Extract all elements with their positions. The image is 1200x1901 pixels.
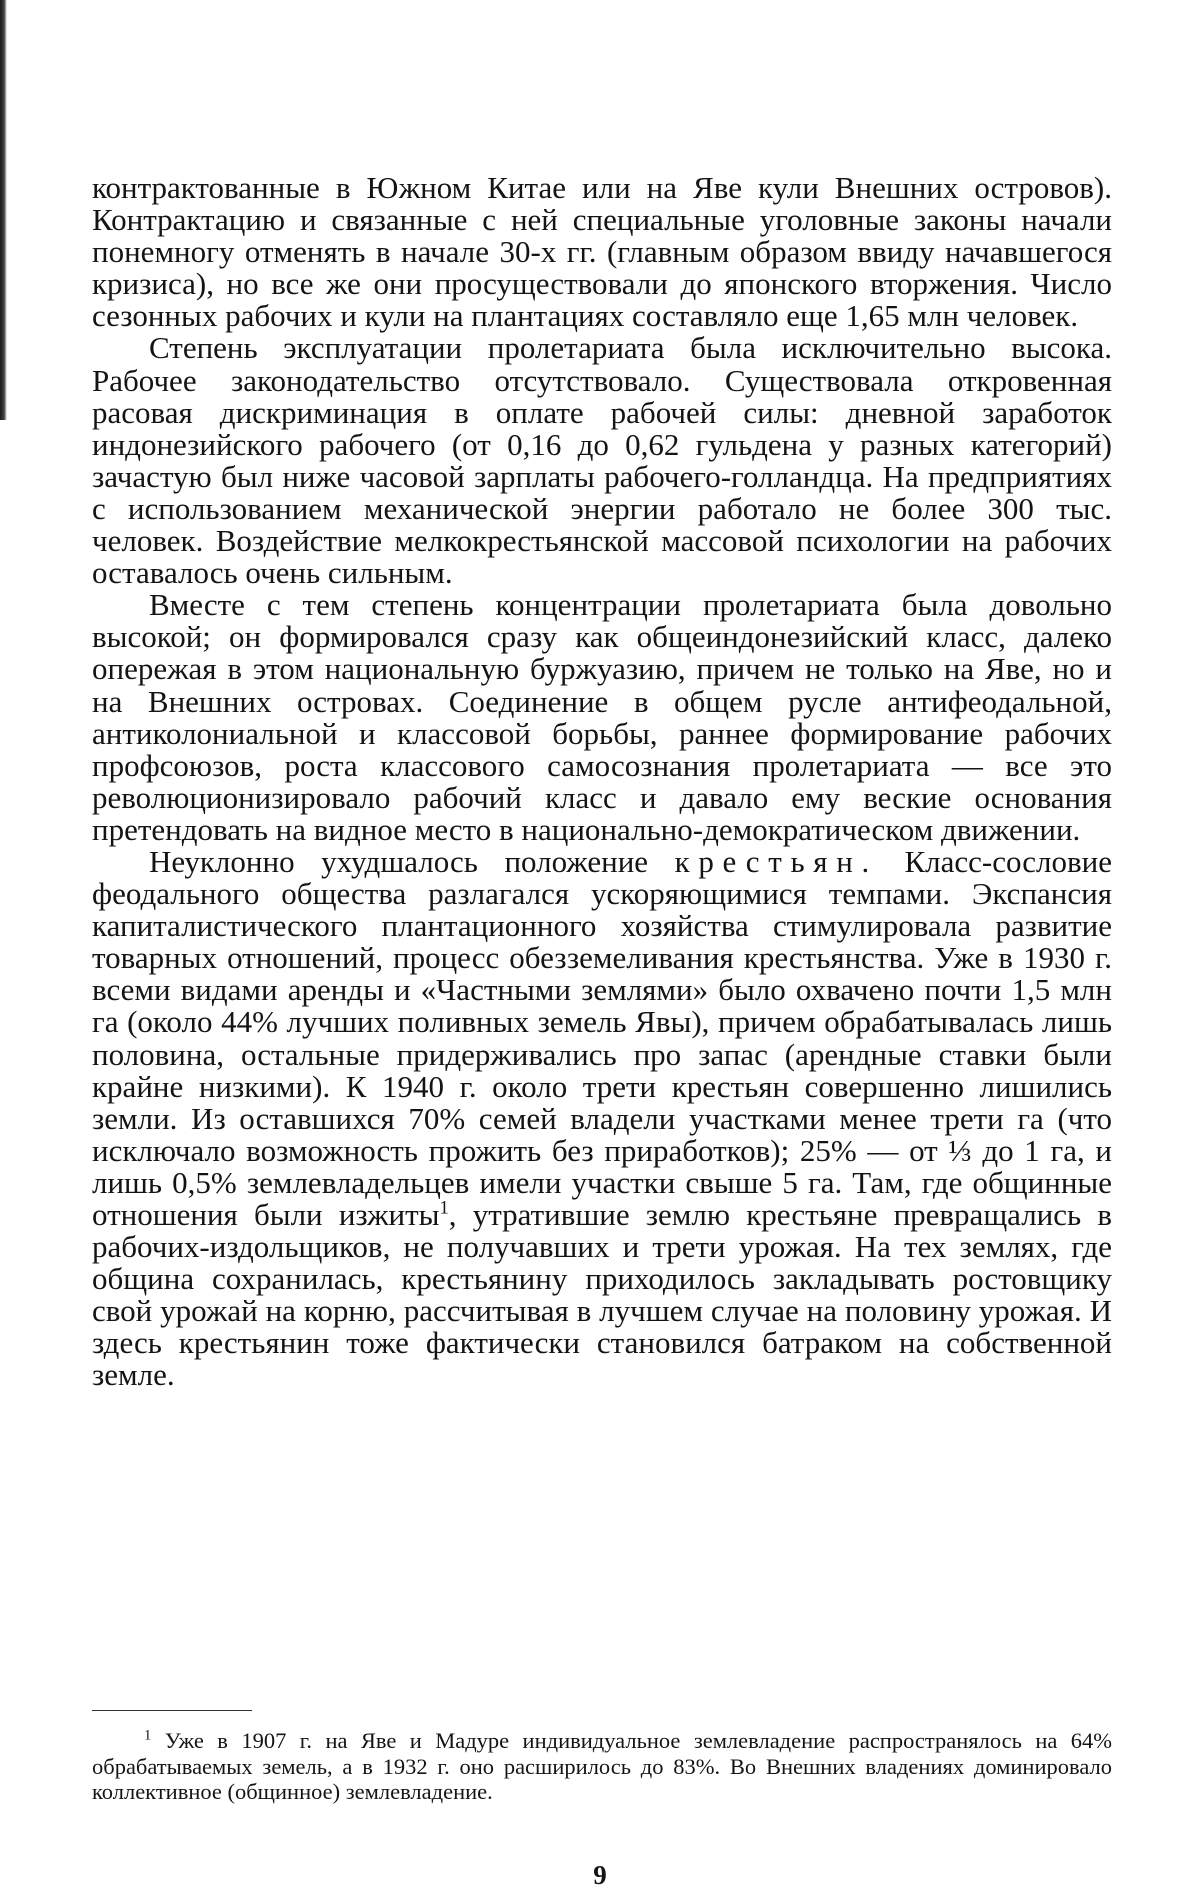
main-text bbox=[92, 172, 1112, 1392]
footnote-divider bbox=[92, 1710, 252, 1711]
footnote-text: Уже в 1907 г. на Яве и Мадуре индивидуальное землевладение распространялось на 64% обрабатываемых земель, а в 1932 г. оно расширилось до 83%. Во Внешних владениях доминировало коллективное (общинное) землевладение. bbox=[92, 1728, 1112, 1804]
footnote-reference: 1 bbox=[439, 1197, 449, 1219]
page-number: 9 bbox=[593, 1860, 607, 1890]
scan-edge-shadow bbox=[0, 0, 7, 420]
emphasized-word: крестьян. bbox=[674, 843, 878, 879]
paragraph-3: Вместе с тем степень концентрации пролетариата была довольно высокой; он формировался сразу как общеиндонезийский класс, далеко опережая в этом национальную буржуазию, причем не только на Яве, но и на Внешних островах. Соединение в общем русле антифеодальной, антиколониальной и классовой борьбы, раннее формирование рабочих профсоюзов, роста классового самосознания пролетариата — все это революционизировало рабочий класс и давало ему веские основания претендовать на видное место в национально-демократическом движении. bbox=[92, 587, 1112, 847]
footnote-1 bbox=[92, 1728, 1112, 1805]
paragraph-2: Степень эксплуатации пролетариата была исключительно высока. Рабочее законодательство отсутствовало. Существовала откровенная расовая дискриминация в оплате рабочей силы: дневной заработок индонезийского рабочего (от 0,16 до 0,62 гульдена у разных категорий) зачастую был ниже часовой зарплаты рабочего-голландца. На предприятиях с использованием механической энергии работало не более 300 тыс. человек. Воздействие мелкокрестьянской массовой психологии на рабочих оставалось очень сильным. bbox=[92, 330, 1112, 591]
paragraph-4-start: Неуклонно ухудшалось положение bbox=[149, 843, 649, 879]
paragraph-4-middle: Класс-сословие феодального общества разлагался ускоряющимися темпами. Экспансия капиталистического плантационного хозяйства стимулировала развитие товарных отношений, процесс обезземеливания крестьянства. Уже в 1930 г. всеми видами аренды и «Частными землями» было охвачено почти 1,5 млн га (около 44% лучших поливных земель Явы), причем обрабатывалась лишь половина, остальные придерживались про запас (арендные ставки были крайне низкими). К 1940 г. около трети крестьян совершенно лишились земли. Из оставшихся 70% семей владели участками менее трети га (что исключало возможность прожить без приработков); 25% — от ⅓ до 1 га, и лишь 0,5% землевладельцев имели участки свыше 5 га. Там, где общинные отношения были изжиты bbox=[92, 843, 1112, 1232]
paragraph-4 bbox=[92, 843, 1112, 1393]
footnote-mark: 1 bbox=[144, 1727, 152, 1744]
paragraph-4-end: , утратившие землю крестьяне превращались в рабочих-издольщиков, не получавших и трети урожая. На тех землях, где община сохранилась, крестьянину приходилось закладывать ростовщику свой урожай на корню, рассчитывая в лучшем случае на половину урожая. И здесь крестьянин тоже фактически становился батраком на собственной земле. bbox=[92, 1197, 1112, 1393]
footnotes bbox=[92, 1728, 1112, 1805]
paragraph-1: контрактованные в Южном Китае или на Яве кули Внешних островов). Контрактацию и связанные с ней специальные уголовные законы начали понемногу отменять в начале 30-х гг. (главным образом ввиду начавшегося кризиса), но все же они просуществовали до японского вторжения. Число сезонных рабочих и кули на плантациях составляло еще 1,65 млн человек. bbox=[92, 170, 1112, 334]
